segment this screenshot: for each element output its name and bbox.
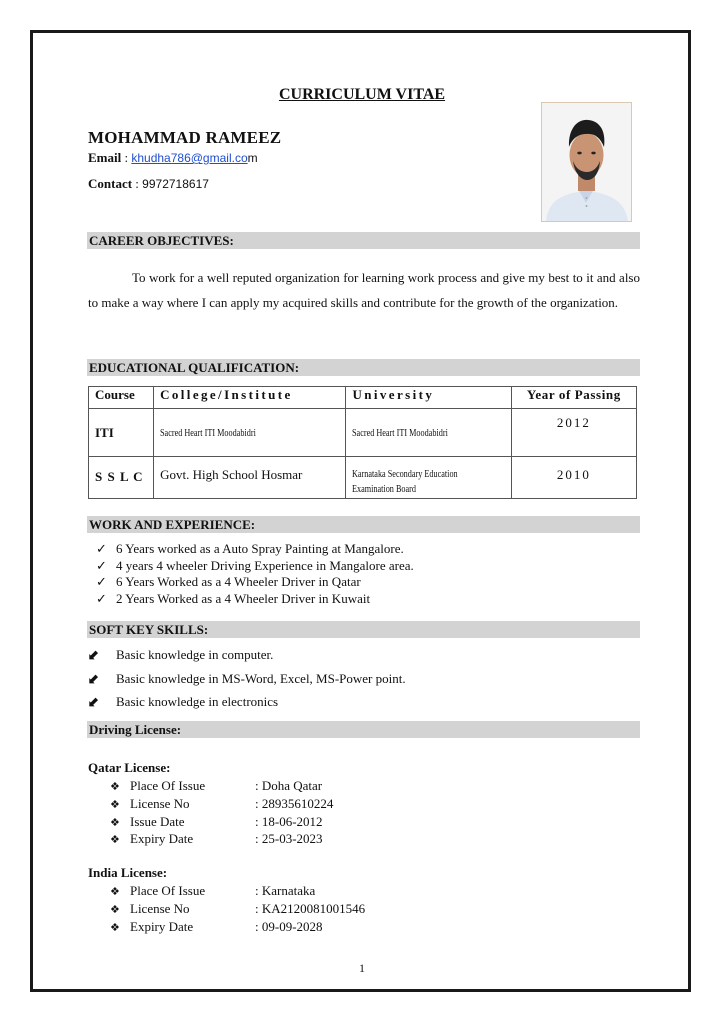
skills-list	[88, 645, 406, 716]
header-course: Course	[89, 387, 154, 409]
list-item: ❖ Expiry Date : 09-09-2028	[110, 919, 365, 937]
email-link[interactable]: khudha786@gmail.co	[131, 151, 248, 165]
list-item: ⬋ Basic knowledge in computer.	[88, 647, 274, 663]
india-license-heading: India License:	[88, 865, 168, 880]
section-educational-qualification: EDUCATIONAL QUALIFICATION:	[87, 359, 640, 376]
list-item: ✓ 6 Years Worked as a 4 Wheeler Driver in Qatar	[96, 574, 361, 589]
contact-number: 9972718617	[142, 177, 209, 191]
list-item: ✓ 6 Years worked as a Auto Spray Painting at Mangalore.	[96, 541, 404, 556]
list-item: ❖ Place Of Issue : Karnataka	[110, 883, 365, 901]
list-item: ❖ Issue Date : 18-06-2012	[110, 814, 333, 832]
cell-university: Sacred Heart ITI Moodabidri	[352, 428, 449, 439]
list-item: ⬋ Basic knowledge in MS-Word, Excel, MS-Power point.	[88, 670, 406, 687]
profile-photo-illustration	[542, 103, 631, 221]
cell-course: ITI	[89, 409, 154, 457]
table-row	[89, 409, 637, 457]
india-license-list	[110, 883, 365, 936]
table-row	[89, 457, 637, 499]
diamond-icon: ❖	[110, 833, 120, 847]
profile-photo	[541, 102, 632, 222]
header-university: University	[346, 387, 511, 409]
list-item: ❖ Place Of Issue : Doha Qatar	[110, 778, 333, 796]
arrow-ne-icon: ⬋	[88, 694, 100, 710]
email-tail: m	[247, 151, 258, 165]
diamond-icon: ❖	[110, 797, 120, 811]
section-career-objectives: CAREER OBJECTIVES:	[87, 232, 640, 249]
qatar-license-list	[110, 778, 333, 849]
section-soft-key-skills: SOFT KEY SKILLS:	[87, 621, 640, 638]
cell-course: S S L C	[89, 457, 154, 499]
check-icon: ✓	[96, 557, 107, 573]
check-icon: ✓	[96, 574, 107, 589]
list-item: ⬋ Basic knowledge in electronics	[88, 694, 279, 710]
contact-line: Contact : 9972718617	[88, 176, 209, 191]
list-item: ✓ 4 years 4 wheeler Driving Experience in Mangalore area.	[96, 557, 414, 573]
check-icon: ✓	[96, 541, 107, 556]
cell-year: 2012	[511, 409, 636, 457]
education-table	[88, 386, 637, 499]
email-line: Email : khudha786@gmail.com	[88, 150, 258, 165]
qatar-license-heading: Qatar License:	[88, 760, 171, 775]
cell-college: Sacred Heart ITI Moodabidri	[160, 428, 256, 439]
email-label: Email	[88, 150, 122, 165]
table-header-row	[89, 387, 637, 409]
diamond-icon: ❖	[110, 920, 120, 934]
section-work-experience: WORK AND EXPERIENCE:	[87, 516, 640, 533]
diamond-icon: ❖	[110, 815, 120, 829]
list-item: ❖ Expiry Date : 25-03-2023	[110, 831, 333, 849]
career-objective-text: To work for a well reputed organization for learning work process and give my best to it and also to make a way where I can apply my acquired skills and contribute for the growth of the organization.	[88, 270, 640, 310]
header-college: College/Institute	[154, 387, 346, 409]
list-item: ✓ 2 Years Worked as a 4 Wheeler Driver in Kuwait	[96, 590, 371, 606]
page-number: 1	[359, 961, 365, 975]
document-title: CURRICULUM VITAE	[278, 86, 446, 103]
header-year: Year of Passing	[511, 387, 636, 409]
cell-year: 2010	[511, 457, 636, 499]
diamond-icon: ❖	[110, 885, 120, 898]
list-item: ❖ License No : KA2120081001546	[110, 901, 365, 919]
arrow-ne-icon: ⬋	[88, 647, 100, 663]
contact-label: Contact	[88, 176, 133, 191]
cell-college: Govt. High School Hosmar	[154, 457, 346, 499]
cell-university: Karnataka Secondary Education Examination Board	[352, 469, 459, 495]
arrow-ne-icon: ⬋	[88, 670, 100, 687]
diamond-icon: ❖	[110, 902, 120, 916]
diamond-icon: ❖	[110, 780, 120, 793]
list-item: ❖ License No : 28935610224	[110, 796, 333, 814]
section-driving-license: Driving License:	[87, 721, 640, 738]
check-icon: ✓	[96, 590, 107, 606]
work-experience-list	[96, 541, 414, 607]
candidate-name: MOHAMMAD RAMEEZ	[88, 128, 282, 147]
